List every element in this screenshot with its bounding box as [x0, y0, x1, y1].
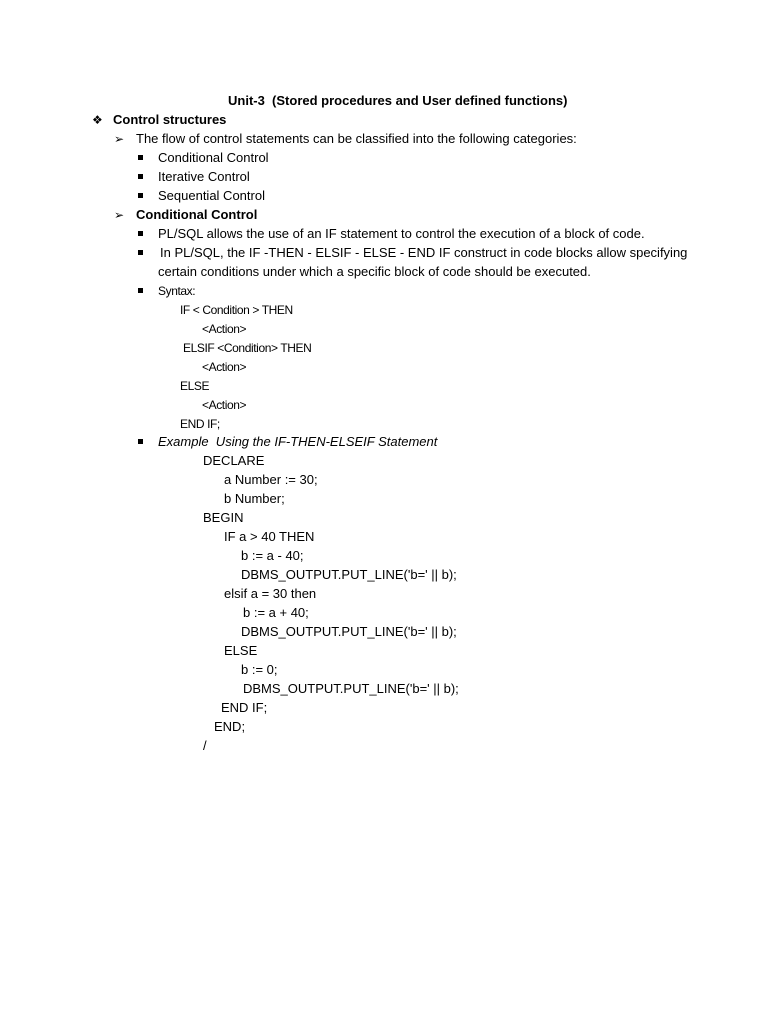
- square-bullet-icon: [138, 288, 143, 293]
- code-line: b Number;: [224, 491, 285, 506]
- arrow-bullet-icon: ➢: [114, 132, 125, 146]
- intro-text: The flow of control statements can be classified into the following categories:: [136, 131, 577, 146]
- list-item-continuation: certain conditions under which a specific block of code should be executed.: [158, 264, 591, 279]
- syntax-line: <Action>: [202, 322, 247, 336]
- square-bullet-icon: [138, 439, 143, 444]
- square-bullet-icon: [138, 174, 143, 179]
- square-bullet-icon: [138, 231, 143, 236]
- code-line: b := 0;: [241, 662, 278, 677]
- list-item: Iterative Control: [158, 169, 250, 184]
- arrow-bullet-icon: ➢: [114, 208, 125, 222]
- code-line: DBMS_OUTPUT.PUT_LINE('b=' || b);: [241, 624, 457, 639]
- square-bullet-icon: [138, 250, 143, 255]
- syntax-line: END IF;: [180, 417, 220, 431]
- diamond-bullet-icon: ❖: [92, 113, 103, 127]
- example-label: Example Using the IF-THEN-ELSEIF Statement: [158, 434, 438, 449]
- section-heading: Control structures: [113, 112, 227, 127]
- square-bullet-icon: [138, 193, 143, 198]
- code-line: BEGIN: [203, 510, 244, 525]
- code-line: b := a + 40;: [243, 605, 309, 620]
- code-line: IF a > 40 THEN: [224, 529, 315, 544]
- syntax-line: ELSE: [180, 379, 210, 393]
- code-line: DBMS_OUTPUT.PUT_LINE('b=' || b);: [243, 681, 459, 696]
- code-line: b := a - 40;: [241, 548, 304, 563]
- code-line: DBMS_OUTPUT.PUT_LINE('b=' || b);: [241, 567, 457, 582]
- code-line: /: [203, 738, 207, 753]
- page-title: Unit-3 (Stored procedures and User defined functions): [228, 93, 568, 108]
- list-item: PL/SQL allows the use of an IF statement to control the execution of a block of code.: [158, 226, 645, 241]
- syntax-line: <Action>: [202, 360, 247, 374]
- list-item: Sequential Control: [158, 188, 265, 203]
- code-line: a Number := 30;: [224, 472, 318, 487]
- list-item: In PL/SQL, the IF -THEN - ELSIF - ELSE - END IF construct in code blocks allow specifying: [160, 245, 688, 260]
- syntax-line: <Action>: [202, 398, 247, 412]
- code-line: END IF;: [221, 700, 268, 715]
- syntax-label: Syntax:: [158, 284, 196, 298]
- code-line: ELSE: [224, 643, 258, 658]
- syntax-line: ELSIF <Condition> THEN: [183, 341, 312, 355]
- code-line: END;: [214, 719, 246, 734]
- code-line: DECLARE: [203, 453, 265, 468]
- code-line: elsif a = 30 then: [224, 586, 317, 601]
- list-item: Conditional Control: [158, 150, 269, 165]
- syntax-line: IF < Condition > THEN: [180, 303, 293, 317]
- square-bullet-icon: [138, 155, 143, 160]
- subsection-heading: Conditional Control: [136, 207, 258, 222]
